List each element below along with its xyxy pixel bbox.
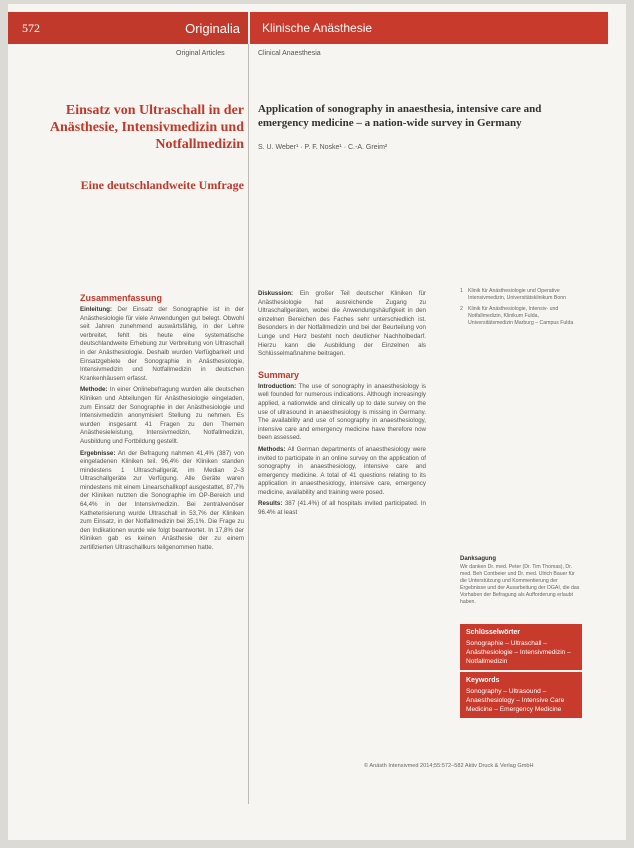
header-right [248,12,608,44]
einleitung-label: Einleitung: [80,306,112,313]
ergebnisse-paragraph [80,450,244,553]
header-left [8,12,248,44]
affiliation-footnotes [460,288,580,331]
methode-text: In einer Onlinebefragung wurden alle deutschen Kliniken und Abteilungen für Anästhesiologie eingeladen, zum Einsatz der Sonographie in der Anästhesiologie und Intensivmedizin anonymisiert Stellung zu nehmen. Es wurden insgesamt 41 Fragen zu den Themen Anästhesieleistung, Intensivmedizin, Notfallmedizin, Ausbildung und Fortbildung gestellt. [80,386,244,445]
methods-paragraph [258,446,426,498]
results-text: 387 (41.4%) of all hospitals invited participated. In 96.4% at least [258,500,426,517]
sub-left: Original Articles [176,50,225,57]
danksagung-heading: Danksagung [460,556,497,562]
danksagung-text: Wir danken Dr. med. Peter (Dr. Tim Thomas), Dr. med. Beh Contbeier und Dr. med. Ulrich Bauer für die Unterstützung und Kommentierung der Ergebnisse und der Ausarbeitung der DGAI, die das Vorhaben der Befragung als Aufforderung erlaubt haben. [460,564,580,605]
page-number: 572 [22,20,40,35]
footnote-number: 2 [460,306,463,312]
methods-label: Methods: [258,445,286,453]
footnote-item [460,306,580,327]
einleitung-paragraph [80,306,244,383]
danksagung-block [460,556,580,606]
diskussion-text: Ein großer Teil deutscher Kliniken für Anästhesiologie hat ausreichende Zugang zu Ultraschallgeräten, wobei die Anwendungshäufigkeit in den einzelnen Bereichen des Faches sehr unterschiedlich ist. Besonders in der Notfallmedizin und bei der Beurteilung von Lunge und Herz besteht noch deutlicher Nachholbedarf. Hierzu kann die Ausbildung der Einzelnen als Schlüsselmaßnahme beitragen. [258,290,426,358]
ergebnisse-label: Ergebnisse: [80,449,116,457]
introduction-paragraph [258,383,426,443]
journal-page [8,4,626,840]
english-title: Application of sonography in anaesthesia, intensive care and emergency medicine – a nation-wide survey in Germany [258,103,542,129]
results-label: Results: [258,500,283,508]
zusammenfassung-column [80,292,244,556]
schluesselwoerter-text: Sonographie – Ultraschall – Anästhesiologie – Intensivmedizin – Notfallmedizin [466,640,571,665]
keywords-heading: Keywords [466,677,500,684]
results-paragraph [258,500,426,517]
column-divider [248,44,249,804]
footnote-number: 1 [460,288,463,294]
methode-label: Methode: [80,386,108,394]
diskussion-label: Diskussion: [258,290,294,297]
section-label-de: Originalia [185,20,240,36]
keywords-box [460,672,582,718]
methode-paragraph [80,386,244,446]
footnote-text: Klinik für Anästhesiologie und Operative Intensivmedizin, Universitätsklinikum Bonn [468,288,567,301]
journal-footer: © Anästh Intensivmed 2014;55:572–582 Aktiv Druck & Verlag GmbH [364,763,534,769]
footnote-item [460,288,580,302]
keywords-text: Sonography – Ultrasound – Anaesthesiology – Intensive Care Medicine – Emergency Medicine [466,688,565,713]
sub-right: Clinical Anaesthesia [258,50,321,57]
zusammenfassung-heading: Zusammenfassung [80,293,163,303]
introduction-label: Introduction: [258,382,297,390]
summary-column [258,290,426,521]
einleitung-text: Der Einsatz der Sonographie ist in der Anästhesiologie für viele Anwendungen gut belegt. Obwohl seit Jahren zunehmend auswärtsfähig, in der Lehre verbreitet, fehlt bis heute eine systematische deutschlandweite Erhebung zur Verbreitung von Ultraschall in der Anästhesiologie. Deshalb wurden Verfügbarkeit und Einsatzgebiete der Sonographie in Anästhesiologie, Intensivmedizin und Notfallmedizin in deutschen Krankenhäusern erfasst. [80,306,244,382]
header-bar [8,12,608,44]
introduction-text: The use of sonography in anaesthesiology is well founded for numerous indications. Although increasingly applied, a nationwide and clinically up to date survey on the use of ultrasound in anaesthesiology is missing in Germany. The availability and use of sonography in anaesthesiology, intensive care and emergency medicine have therefore now been assessed. [258,382,426,442]
summary-heading: Summary [258,369,300,380]
diskussion-paragraph [258,290,426,359]
methods-text: All German departments of anaesthesiology were invited to participate in an online survey on the application of sonography in anaesthesiology, intensive care and emergency medicine. A total of 41 questions relating to its application in anaesthesiology, intensive care, emergency medicine, availability and training were posed. [258,445,426,496]
german-subtitle: Eine deutschlandweite Umfrage [80,178,244,192]
german-title: Einsatz von Ultraschall in der Anästhesie, Intensivmedizin und Notfallmedizin [49,103,244,152]
footnote-text: Klinik für Anästhesiologie, Intensiv- und Notfallmedizin, Klinikum Fulda, Universitätsmedizin Marburg – Campus Fulda [468,306,574,326]
schluesselwoerter-box [460,624,582,670]
ergebnisse-text: An der Befragung nahmen 41,4% (387) von eingeladenen Kliniken teil. 96,4% der Kliniken standen mindestens 1 Ultraschallgerät, im Median 2–3 Ultraschallgeräte zur Verfügung. Alle Geräte waren mindestens mit einem Linearschallkopf ausgestattet, 87,7% der Kliniken nutzten die Sonographie im OP-Bereich und 64,4% in der Intensivmedizin. Bei zentralvenöser Katheterisierung wurde Ultraschall in 53,7% der Kliniken zum Einsatz, in der Notfallmedizin bei 35,1%. Die Frage zu den Indikationen wurde wie folgt beantwortet. In 17,8% der Kliniken gab es keinen Anästhesie der zu einem zertifizierten Ultraschallkurs teilgenommen hatte. [80,449,244,552]
section-label-right: Klinische Anästhesie [262,21,373,35]
authors: S. U. Weber¹ · P. F. Noske¹ · C.-A. Greim² [258,144,388,151]
schluesselwoerter-heading: Schlüsselwörter [466,629,521,636]
